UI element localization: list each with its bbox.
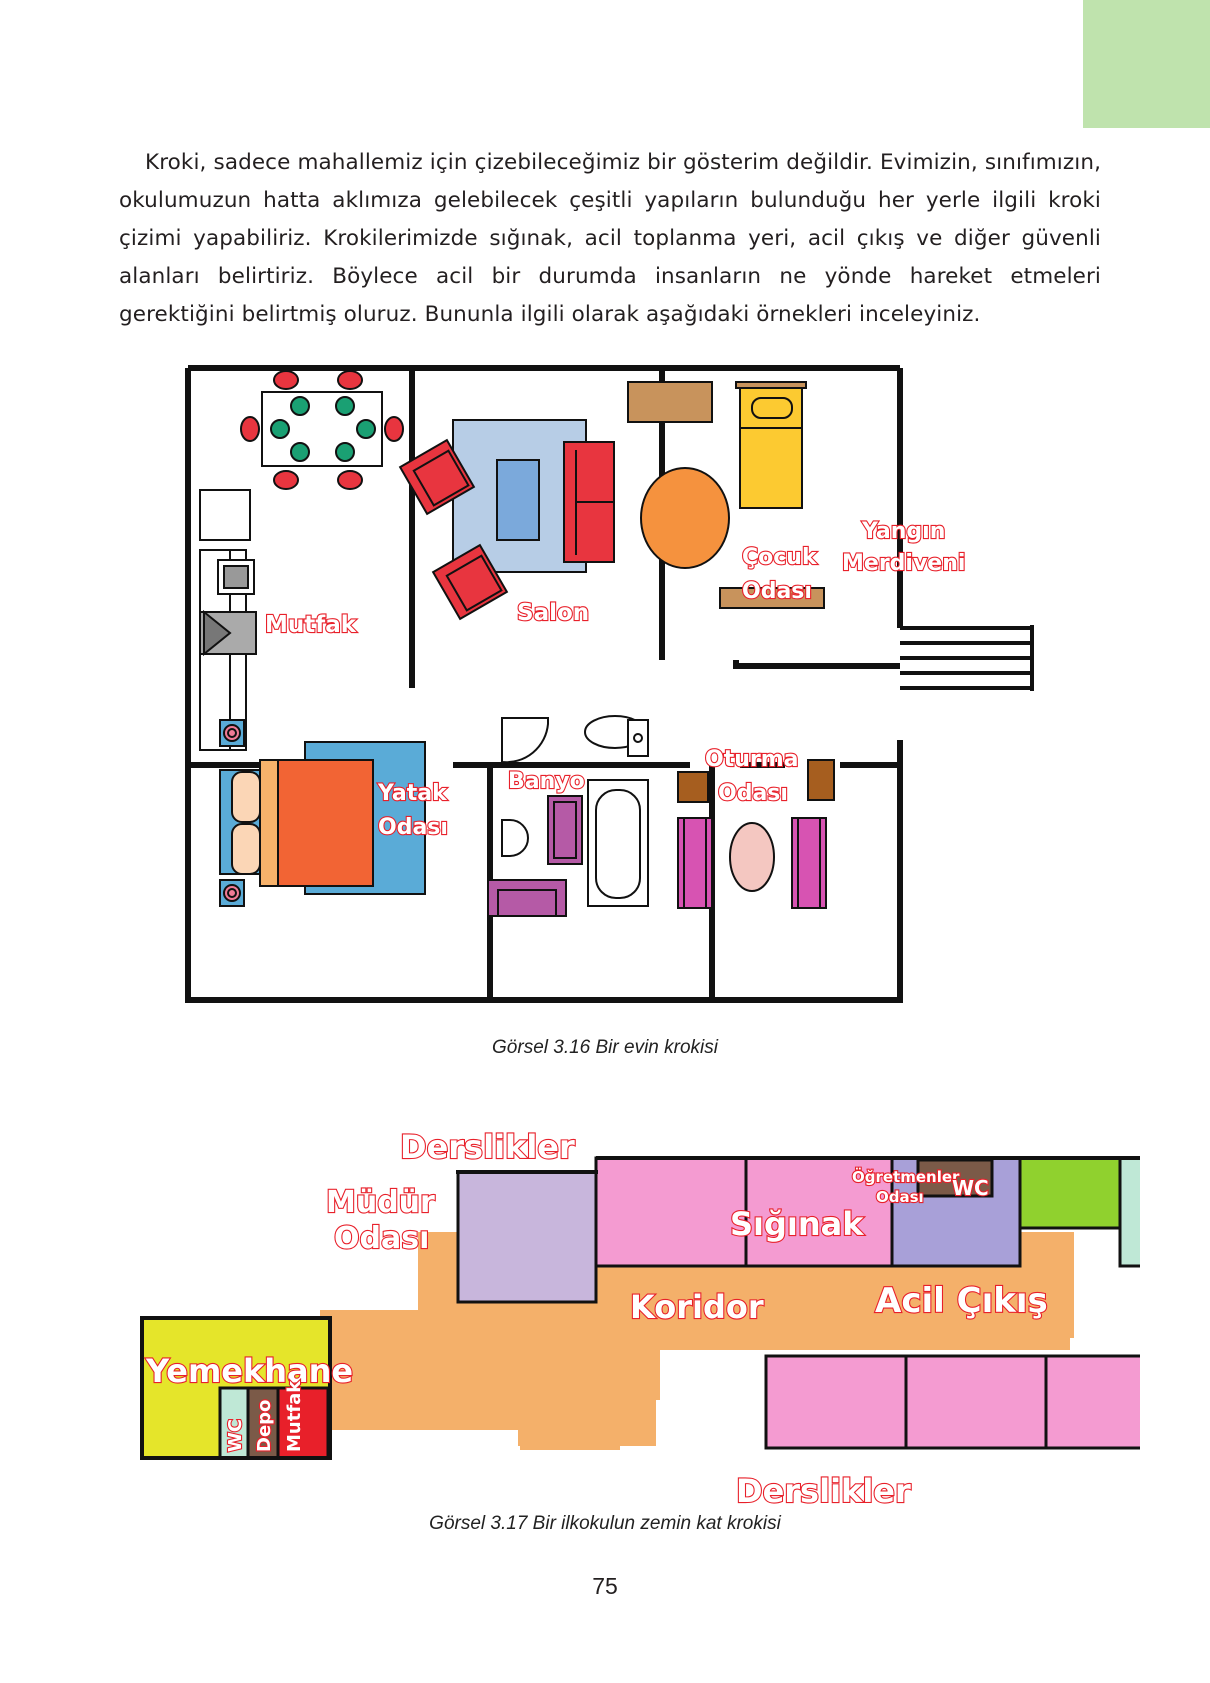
label-kitchen: Mutfak (265, 612, 357, 638)
chapter-tab (1083, 0, 1210, 128)
label-kids-room-1: Çocuk (742, 545, 817, 570)
school-caption: Görsel 3.17 Bir ilkokulun zemin kat krokisi (429, 1513, 781, 1534)
label-bedroom-2: Odası (378, 815, 448, 840)
label-kids-room-2: Odası (742, 579, 812, 604)
label-teachers-1: Öğretmenler (852, 1168, 960, 1186)
house-caption: Görsel 3.16 Bir evin krokisi (492, 1037, 718, 1058)
body-paragraph: Kroki, sadece mahallemiz için çizebileceğimiz bir gösterim değildir. Evimizin, sınıfımızın, okulumuzun hatta aklımıza gelebilecek çeşitli yapıların bulunduğu her yerle ilgili kroki çizimi yapabiliriz. Krokilerimizde sığınak, acil toplanma yeri, acil çıkış ve diğer güvenli alanları belirtiriz. Böylece acil bir durumda insanların ne yönde hareket etmeleri gerektiğini belirtmiş oluruz. Bununla ilgili olarak aşağıdaki örnekleri inceleyiniz. (119, 150, 1101, 327)
house-floor-plan (180, 360, 1060, 1010)
label-bathroom: Banyo (508, 769, 585, 794)
label-fire-stairs-2: Merdiveni (842, 551, 966, 576)
label-corridor: Koridor (630, 1288, 764, 1326)
label-sitting-room-2: Odası (718, 781, 788, 806)
label-school-kitchen: Mutfak (284, 1380, 305, 1452)
label-sitting-room-1: Oturma (705, 747, 799, 772)
label-classrooms-bottom: Derslikler (736, 1472, 911, 1510)
label-dining-hall: Yemekhane (146, 1352, 354, 1390)
label-wc-top: WC (952, 1176, 989, 1200)
label-storage: Depo (254, 1399, 275, 1452)
label-bedroom-1: Yatak (378, 781, 447, 806)
label-wc-bottom: WC (225, 1418, 246, 1452)
page-number: 75 (592, 1573, 618, 1599)
label-fire-stairs-1: Yangın (862, 519, 946, 544)
label-living-room: Salon (517, 600, 590, 626)
label-teachers-2: Odası (876, 1188, 924, 1206)
label-classrooms-top: Derslikler (400, 1130, 575, 1166)
school-floor-plan (140, 1130, 1140, 1510)
label-emergency-exit: Acil Çıkış (875, 1281, 1048, 1321)
label-shelter: Sığınak (730, 1205, 864, 1243)
label-principal-2: Odası (334, 1221, 430, 1256)
label-principal-1: Müdür (326, 1185, 435, 1220)
